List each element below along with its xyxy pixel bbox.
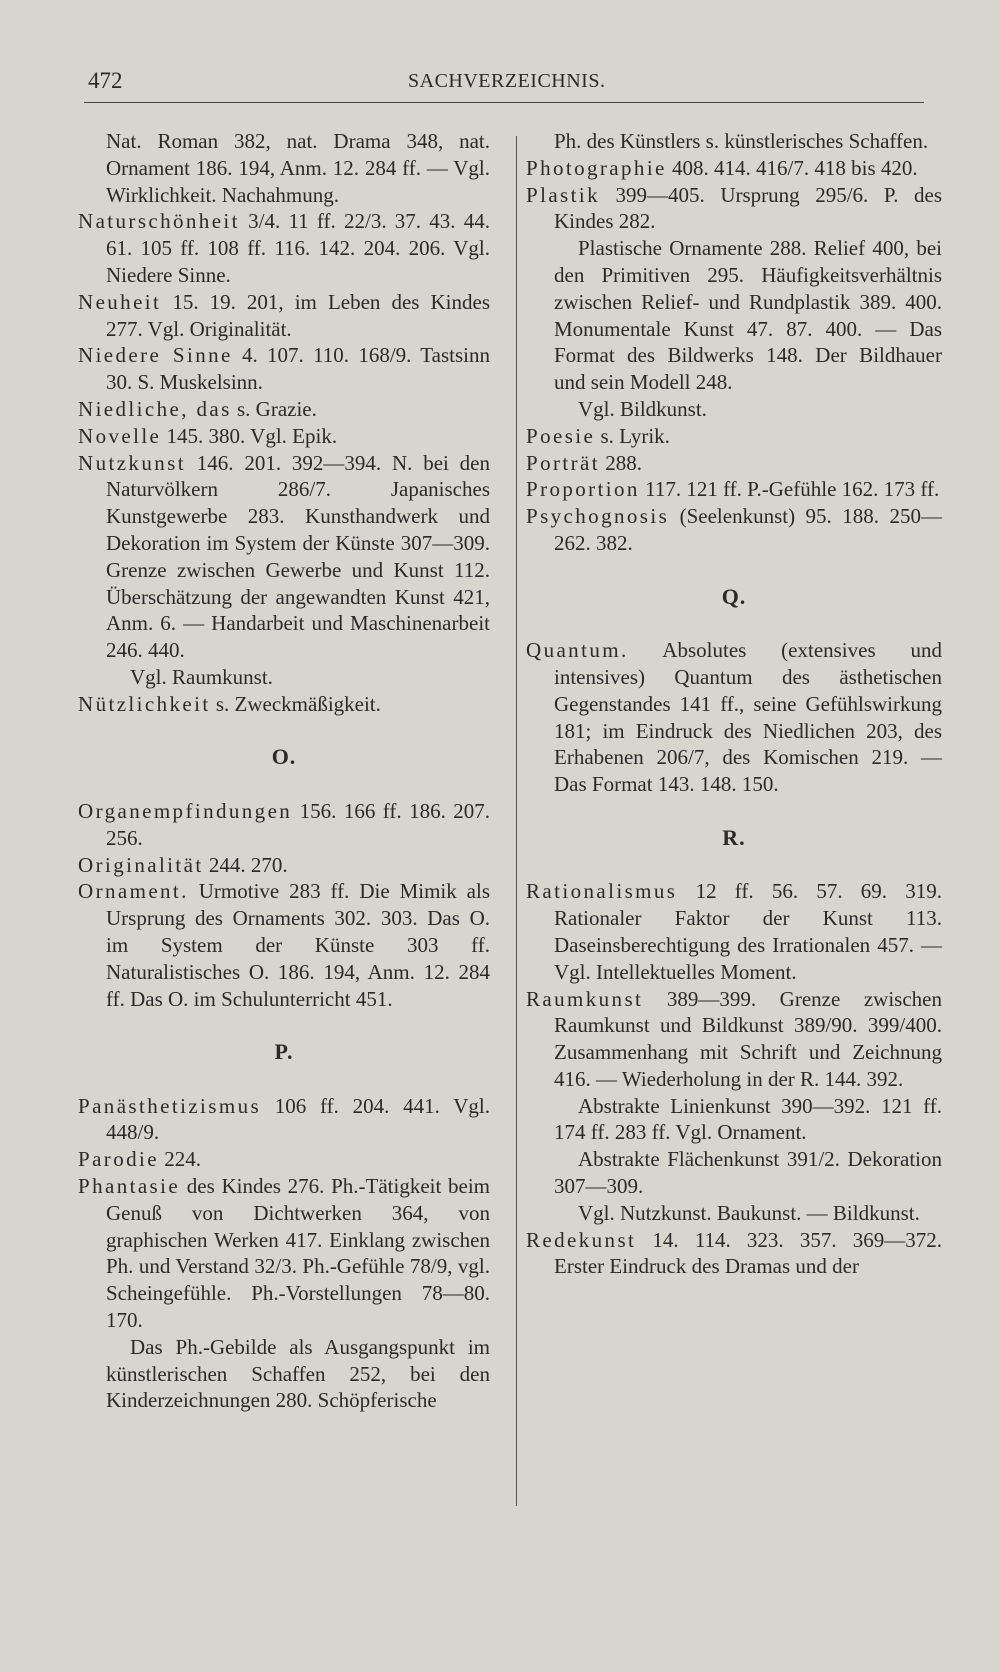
index-entry [526,878,942,985]
section-gap [526,557,942,584]
index-references: 156. 166 ff. 186. 207. 256. [106,798,490,850]
index-term: Phantasie [78,1174,181,1199]
index-subentry: Plastische Ornamente 288. Relief 400, bei den Primitiven 295. Häufigkeitsverhältnis zwischen Relief- und Rundplastik 389. 400. Monumentale Kunst 47. 87. 400. — Das Format des Bildwerks 148. Der Bildhauer und sein Modell 248. [554,236,942,395]
index-subentry: Vgl. Bildkunst. [578,396,707,421]
index-references: 117. 121 ff. P.-Gefühle 162. 173 ff. [639,477,940,502]
section-letter: P. [274,1039,294,1065]
index-entry [526,155,942,182]
index-term: Neuheit [78,289,162,314]
index-references: 389—399. Grenze zwischen Raumkunst und Bildkunst 389/90. 399/400. Zusammenhang mit Schrift und Zeichnung 416. — Wiederholung in der R. 144. 392. [554,986,942,1091]
page-header [88,68,928,102]
section-gap [78,1012,490,1039]
index-term: Poesie [526,423,596,448]
index-references: s. Grazie. [231,396,317,421]
index-term: Proportion [526,477,640,502]
index-entry [78,878,490,1012]
section-gap [526,610,942,637]
index-entry [78,208,490,288]
index-entry [78,1146,490,1173]
running-title: SACHVERZEICHNIS. [408,70,606,92]
index-term: Porträt [526,450,600,475]
index-term: Redekunst [526,1227,637,1252]
index-entry [78,396,490,423]
section-gap [78,771,490,798]
index-references: 4. 107. 110. 168/9. Tastsinn 30. S. Muskelsinn. [106,343,490,395]
index-column-right [526,128,942,1280]
index-subentry: Abstrakte Linienkunst 390—392. 121 ff. 174 ff. 283 ff. Vgl. Ornament. [554,1093,942,1145]
index-entry [526,450,942,477]
index-term: Ornament. [78,879,189,904]
index-entry [78,423,490,450]
index-entry [78,289,490,343]
index-term: Nützlichkeit [78,691,211,716]
index-term: Photographie [526,155,667,180]
index-entry [526,1227,942,1281]
index-subentry: Vgl. Raumkunst. [130,664,273,689]
index-references: s. Zweckmäßigkeit. [210,691,381,716]
page-number: 472 [88,68,123,93]
index-entry [526,182,942,236]
index-references: 146. 201. 392—394. N. bei den Naturvölkern 286/7. Japanisches Kunstgewerbe 283. Kunsthandwerk und Dekoration im System der Künste 307—309. Grenze zwischen Gewerbe und Kunst 112. Überschätzung der angewandten Kunst 421, Anm. 6. — Handarbeit und Maschinenarbeit 246. 440. [106,450,490,663]
index-references: 3/4. 11 ff. 22/3. 37. 43. 44. 61. 105 ff. 108 ff. 116. 142. 204. 206. Vgl. Niedere Sinne. [106,209,490,287]
index-entry [78,798,490,852]
index-entry [526,503,942,557]
index-entry [78,691,490,718]
index-references: 15. 19. 201, im Leben des Kindes 277. Vgl. Originalität. [106,289,490,341]
index-references: 106 ff. 204. 441. Vgl. 448/9. [106,1093,490,1145]
index-term: Originalität [78,852,204,877]
index-references: 12 ff. 56. 57. 69. 319. Rationaler Faktor der Kunst 113. Daseinsberechtigung des Irrationalen 457. — Vgl. Intellektuelles Moment. [554,879,942,984]
section-gap [526,798,942,825]
index-term: Organempfindungen [78,798,293,823]
index-references: 288. [599,450,642,475]
index-references: s. Lyrik. [595,423,670,448]
index-column-left [78,128,490,1414]
index-entry [78,342,490,396]
index-references: Absolutes (extensives und intensives) Quantum des ästhetischen Gegenstandes 141 ff., seine Gefühlswirkung 181; im Eindruck des Niedlichen 203, des Erhabenen 206/7, des Komischen 219. — Das Format 143. 148. 150. [554,638,942,797]
column-divider [516,136,517,1506]
index-term: Novelle [78,423,162,448]
index-entry [526,637,942,798]
index-term: Naturschönheit [78,209,240,234]
index-term: Plastik [526,182,600,207]
index-entry [78,1173,490,1334]
index-term: Nutzkunst [78,450,186,475]
index-entry [78,852,490,879]
index-references: (Seelenkunst) 95. 188. 250—262. 382. [554,504,942,555]
section-gap [526,852,942,879]
header-rule [84,102,924,103]
index-term: Psychognosis [526,504,670,529]
index-references: 399—405. Ursprung 295/6. P. des Kindes 282. [554,182,942,234]
index-continuation: Nat. Roman 382, nat. Drama 348, nat. Ornament 186. 194, Anm. 12. 284 ff. — Vgl. Wirklichkeit. Nachahmung. [106,129,490,207]
index-subentry: Abstrakte Flächenkunst 391/2. Dekoration 307—309. [554,1147,942,1199]
index-term: Rationalismus [526,879,678,904]
index-references: 145. 380. Vgl. Epik. [161,423,338,448]
index-subentry: Das Ph.-Gebilde als Ausgangspunkt im künstlerischen Schaffen 252, bei den Kinderzeichnungen 280. Schöpferische [106,1334,490,1413]
section-gap [78,1066,490,1093]
index-references: des Kindes 276. Ph.-Tätigkeit beim Genuß von Dichtwerken 364, von graphischen Werken 417. Einklang zwischen Ph. und Verstand 32/3. Ph.-Gefühle 78/9, vgl. Scheingefühle. Ph.-Vorstellungen 78—80. 170. [106,1174,490,1333]
index-references: Urmotive 283 ff. Die Mimik als Ursprung des Ornaments 302. 303. Das O. im System der Künste 303 ff. Naturalistisches O. 186. 194, Anm. 12. 284 ff. Das O. im Schulunterricht 451. [106,879,490,1011]
index-term: Raumkunst [526,986,644,1011]
index-references: 244. 270. [203,852,288,877]
index-term: Parodie [78,1147,159,1172]
index-references: 14. 114. 323. 357. 369—372. Erster Eindruck des Dramas und der [554,1227,942,1279]
index-references: 224. [158,1147,201,1172]
section-letter: O. [271,744,297,770]
section-letter: R. [722,824,746,850]
section-letter: Q. [721,583,747,609]
index-entry [526,986,942,1093]
index-subentry: Vgl. Nutzkunst. Baukunst. — Bildkunst. [578,1200,920,1225]
index-entry [526,476,942,503]
index-term: Niedliche, das [78,396,232,421]
index-entry [526,423,942,450]
index-term: Panästhetizismus [78,1093,262,1118]
index-continuation: Ph. des Künstlers s. künstlerisches Schaffen. [554,129,929,153]
index-references: 408. 414. 416/7. 418 bis 420. [666,155,918,180]
section-gap [78,718,490,745]
index-entry [78,1093,490,1147]
index-term: Niedere Sinne [78,343,233,368]
index-entry [78,450,490,664]
index-term: Quantum. [526,638,629,663]
